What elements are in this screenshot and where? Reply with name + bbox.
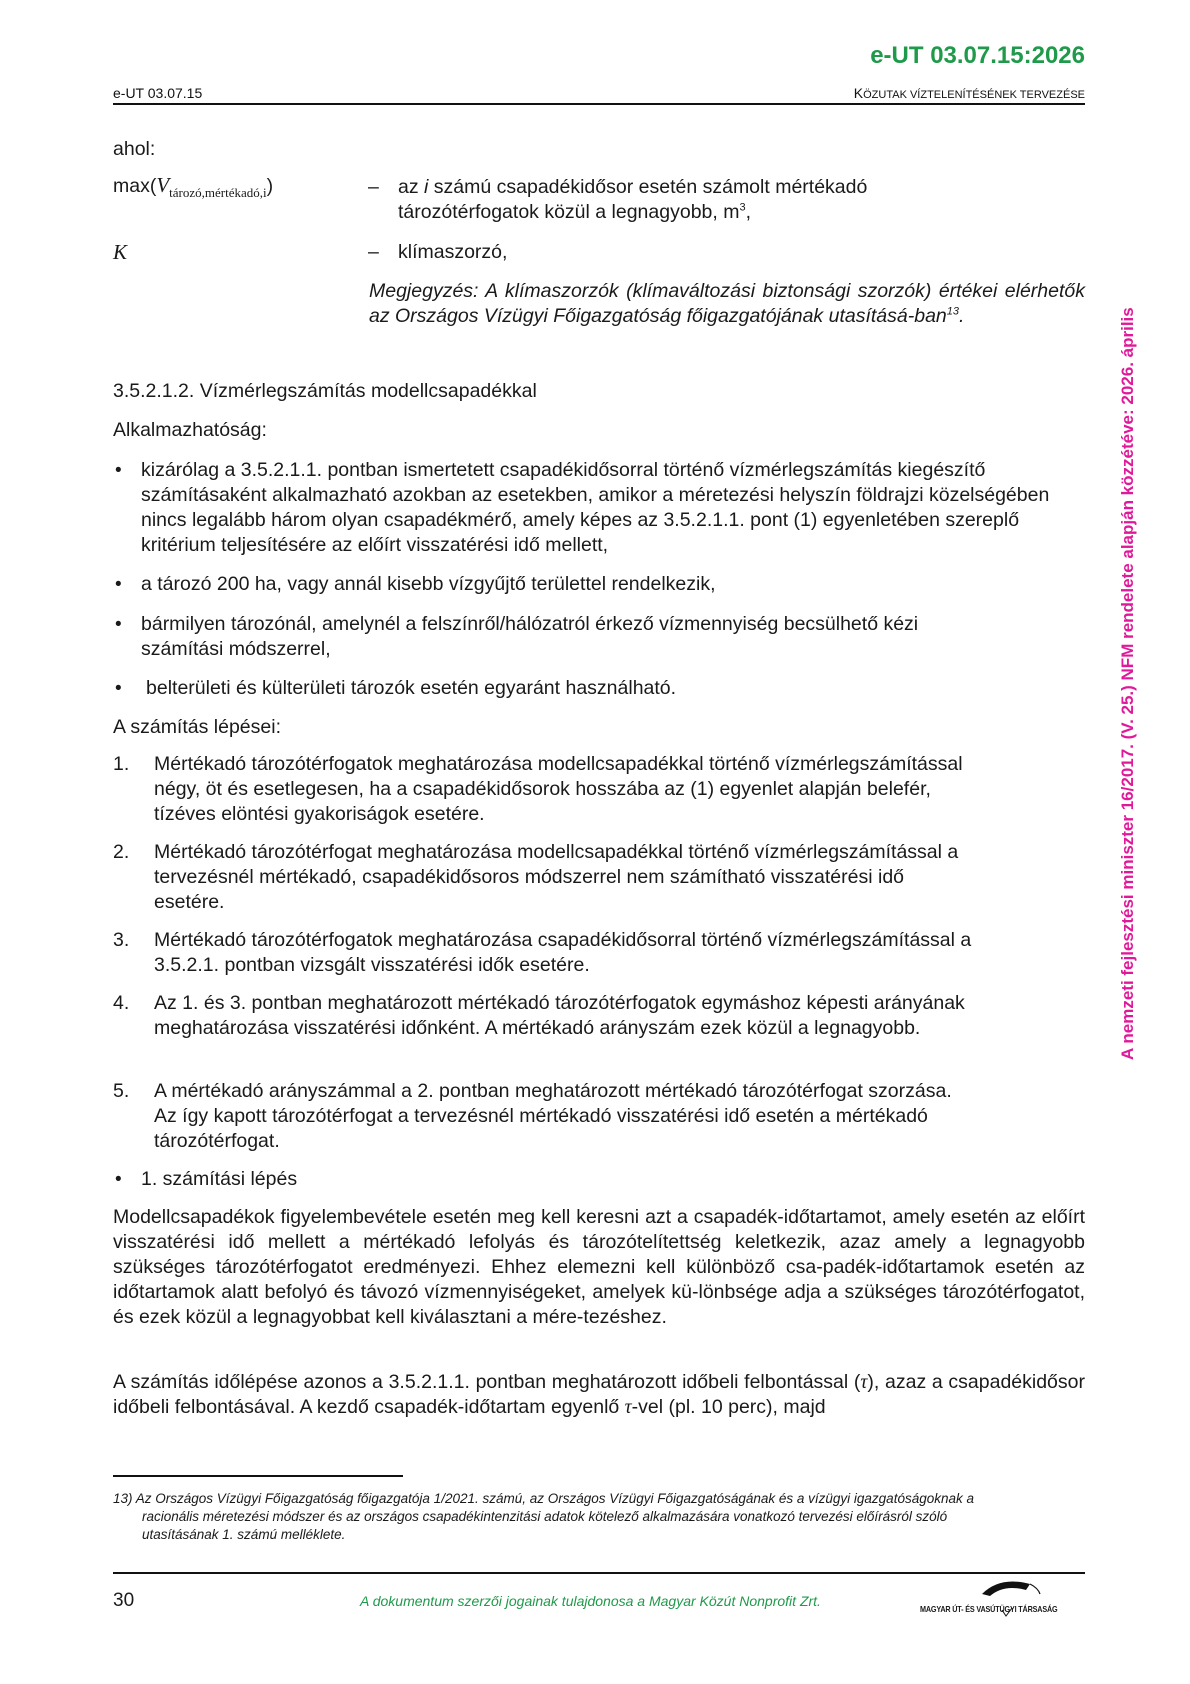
- step-text: Mértékadó tározótérfogatok meghatározása modellcsapadékkal történő vízmérlegszámítással négy, öt és esetlegesen, ha a csapadékidősorok hosszába az (1) egyenlet alapján belefér, tízéves elöntési gyakoriságok esetére.: [154, 753, 963, 825]
- definition-text-vmax: az i számú csapadékidősor esetén számolt mértékadó tározótérfogatok közül a legnagyobb, $m^3$,: [398, 176, 868, 223]
- copyright-notice: A dokumentum szerzői jogainak tulajdonosa a Magyar Közút Nonprofit Zrt.: [360, 1593, 821, 1609]
- header-left: e-UT 03.07.15: [113, 85, 203, 101]
- footnote-label: 13): [113, 1491, 133, 1506]
- step-text: A mértékadó arányszámmal a 2. pontban meghatározott mértékadó tározótérfogat szorzása. Az így kapott tározótérfogat a tervezésnél mértékadó visszatérési idő esetén a mértékadó tározótérfogat.: [154, 1080, 952, 1152]
- definition-dash: –: [368, 176, 379, 198]
- applicability-bullet: a tározó 200 ha, vagy annál kisebb vízgyűjtő területtel rendelkezik,: [141, 573, 716, 595]
- applicability-bullet: bármilyen tározónál, amelynél a felszínről/hálózatról érkező vízmennyiség becsülhető kézi számítási módszerrel,: [141, 613, 919, 660]
- applicability-label: Alkalmazhatóság:: [113, 419, 267, 441]
- bullet-icon: •: [115, 614, 122, 635]
- step-text: Az 1. és 3. pontban meghatározott mértékadó tározótérfogatok egymáshoz képesti arányának meghatározása visszatérési időnként. A mértékadó arányszám ezek közül a legnagyobb.: [154, 992, 965, 1039]
- step-text: Mértékadó tározótérfogatok meghatározása csapadékidősorral történő vízmérlegszámítással a 3.5.2.1. pontban vizsgált visszatérési idők esetére.: [154, 929, 972, 976]
- step-number: 1.: [113, 753, 130, 775]
- climate-factor-note: Megjegyzés: A klímaszorzók (klímaváltozási biztonsági szorzók) értékei elérhetők az Országos Vízügyi Főigazgatóság főigazgatójának utasításá-ban$^{13}$.: [369, 280, 1085, 327]
- footnote-13: [113, 1490, 1013, 1544]
- footnote-text: Az Országos Vízügyi Főigazgatóság főigazgatója 1/2021. számú, az Országos Vízügyi Főigazgatóságának és a vízügyi igazgatóságoknak a racionális méretezési módszer és az országos csapadékintenzitási adatok kötelező alkalmazására vonatkozó tervezési előírásról szóló utasításának 1. számú melléklete.: [135, 1491, 974, 1542]
- steps-label: A számítás lépései:: [113, 716, 281, 738]
- step-number: 2.: [113, 841, 130, 863]
- bullet-icon: •: [115, 1169, 122, 1190]
- header-title-rest: ÖZUTAK VÍZTELENÍTÉSÉNEK TERVEZÉSE: [863, 89, 1085, 101]
- paragraph-time-step: A számítás időlépése azonos a 3.5.2.1.1. pontban meghatározott időbeli felbontással (τ), azaz a csapadékidősor időbeli felbontásával. A kezdő csapadék-időtartam egyenlő τ-vel (pl. 10 perc), majd: [113, 1371, 1085, 1418]
- header-title-initial: K: [853, 85, 864, 101]
- step-number: 4.: [113, 992, 130, 1014]
- header-rule: [113, 103, 1085, 105]
- society-logo: [920, 1570, 1090, 1618]
- applicability-bullet: kizárólag a 3.5.2.1.1. pontban ismertetett csapadékidősorral történő vízmérlegszámítás kiegészítő számításaként alkalmazható azokban az esetekben, amikor a méretezési helyszín földrajzi közelségében nincs legalább három olyan csapadékmérő, amely képes az 3.5.2.1.1. pont (1) egyenletében szereplő kritérium teljesítésére az előírt visszatérési idő mellett,: [141, 459, 1050, 556]
- bullet-icon: •: [115, 460, 122, 481]
- page-number: 30: [113, 1590, 135, 1611]
- footnote-rule: [113, 1475, 403, 1477]
- footnote-ref-13[interactable]: 13: [946, 305, 960, 318]
- definitions-intro: ahol:: [113, 138, 156, 160]
- step-number: 5.: [113, 1080, 130, 1102]
- step-text: Mértékadó tározótérfogat meghatározása modellcsapadékkal történő vízmérlegszámítással a tervezésnél mértékadó, csapadékidősoros módszerrel nem számítható visszatérési idő esetére.: [154, 841, 959, 913]
- document-id: e-UT 03.07.15:2026: [870, 42, 1085, 69]
- paragraph-model-rainfall: Modellcsapadékok figyelembevétele esetén meg kell keresni azt a csapadék-időtartamot, amely esetén az előírt visszatérési idő mellett a mértékadó lefolyás és tározótelítettség keletkezik, azaz amely a legnagyobb szükséges tározótérfogatot eredményezi. Ehhez elemezni kell különböző csa-padék-időtartamok esetén az időtartamok alatt befolyó és távozó vízmennyiségeket, amelyek kü-lönbsége adja a szükséges tározótérfogatot, és ezek közül a legnagyobbat kell kiválasztani a mére-tezéshez.: [113, 1206, 1085, 1328]
- logo-text: MAGYAR ÚT- ÉS VASÚTÜGYI TÁRSASÁG: [920, 1604, 1058, 1614]
- step-subheading: 1. számítási lépés: [141, 1168, 298, 1190]
- publication-notice: A nemzeti fejlesztési miniszter 16/2017. (V. 25.) NFM rendelete alapján közzétéve: 2026. április: [1118, 307, 1137, 1060]
- applicability-bullet: belterületi és külterületi tározók esetén egyaránt használható.: [146, 677, 677, 699]
- section-heading: 3.5.2.1.2. Vízmérlegszámítás modellcsapadékkal: [113, 380, 537, 402]
- definition-symbol-k: K: [113, 240, 128, 264]
- definition-symbol-vmax: $\max(V_{tározó,mértékadó,i})$: [113, 173, 274, 200]
- bullet-icon: •: [115, 678, 122, 699]
- header-title: [854, 85, 1085, 101]
- definition-dash: –: [368, 241, 379, 263]
- bullet-icon: •: [115, 574, 122, 595]
- step-number: 3.: [113, 929, 130, 951]
- definition-text-k: klímaszorzó,: [398, 241, 508, 263]
